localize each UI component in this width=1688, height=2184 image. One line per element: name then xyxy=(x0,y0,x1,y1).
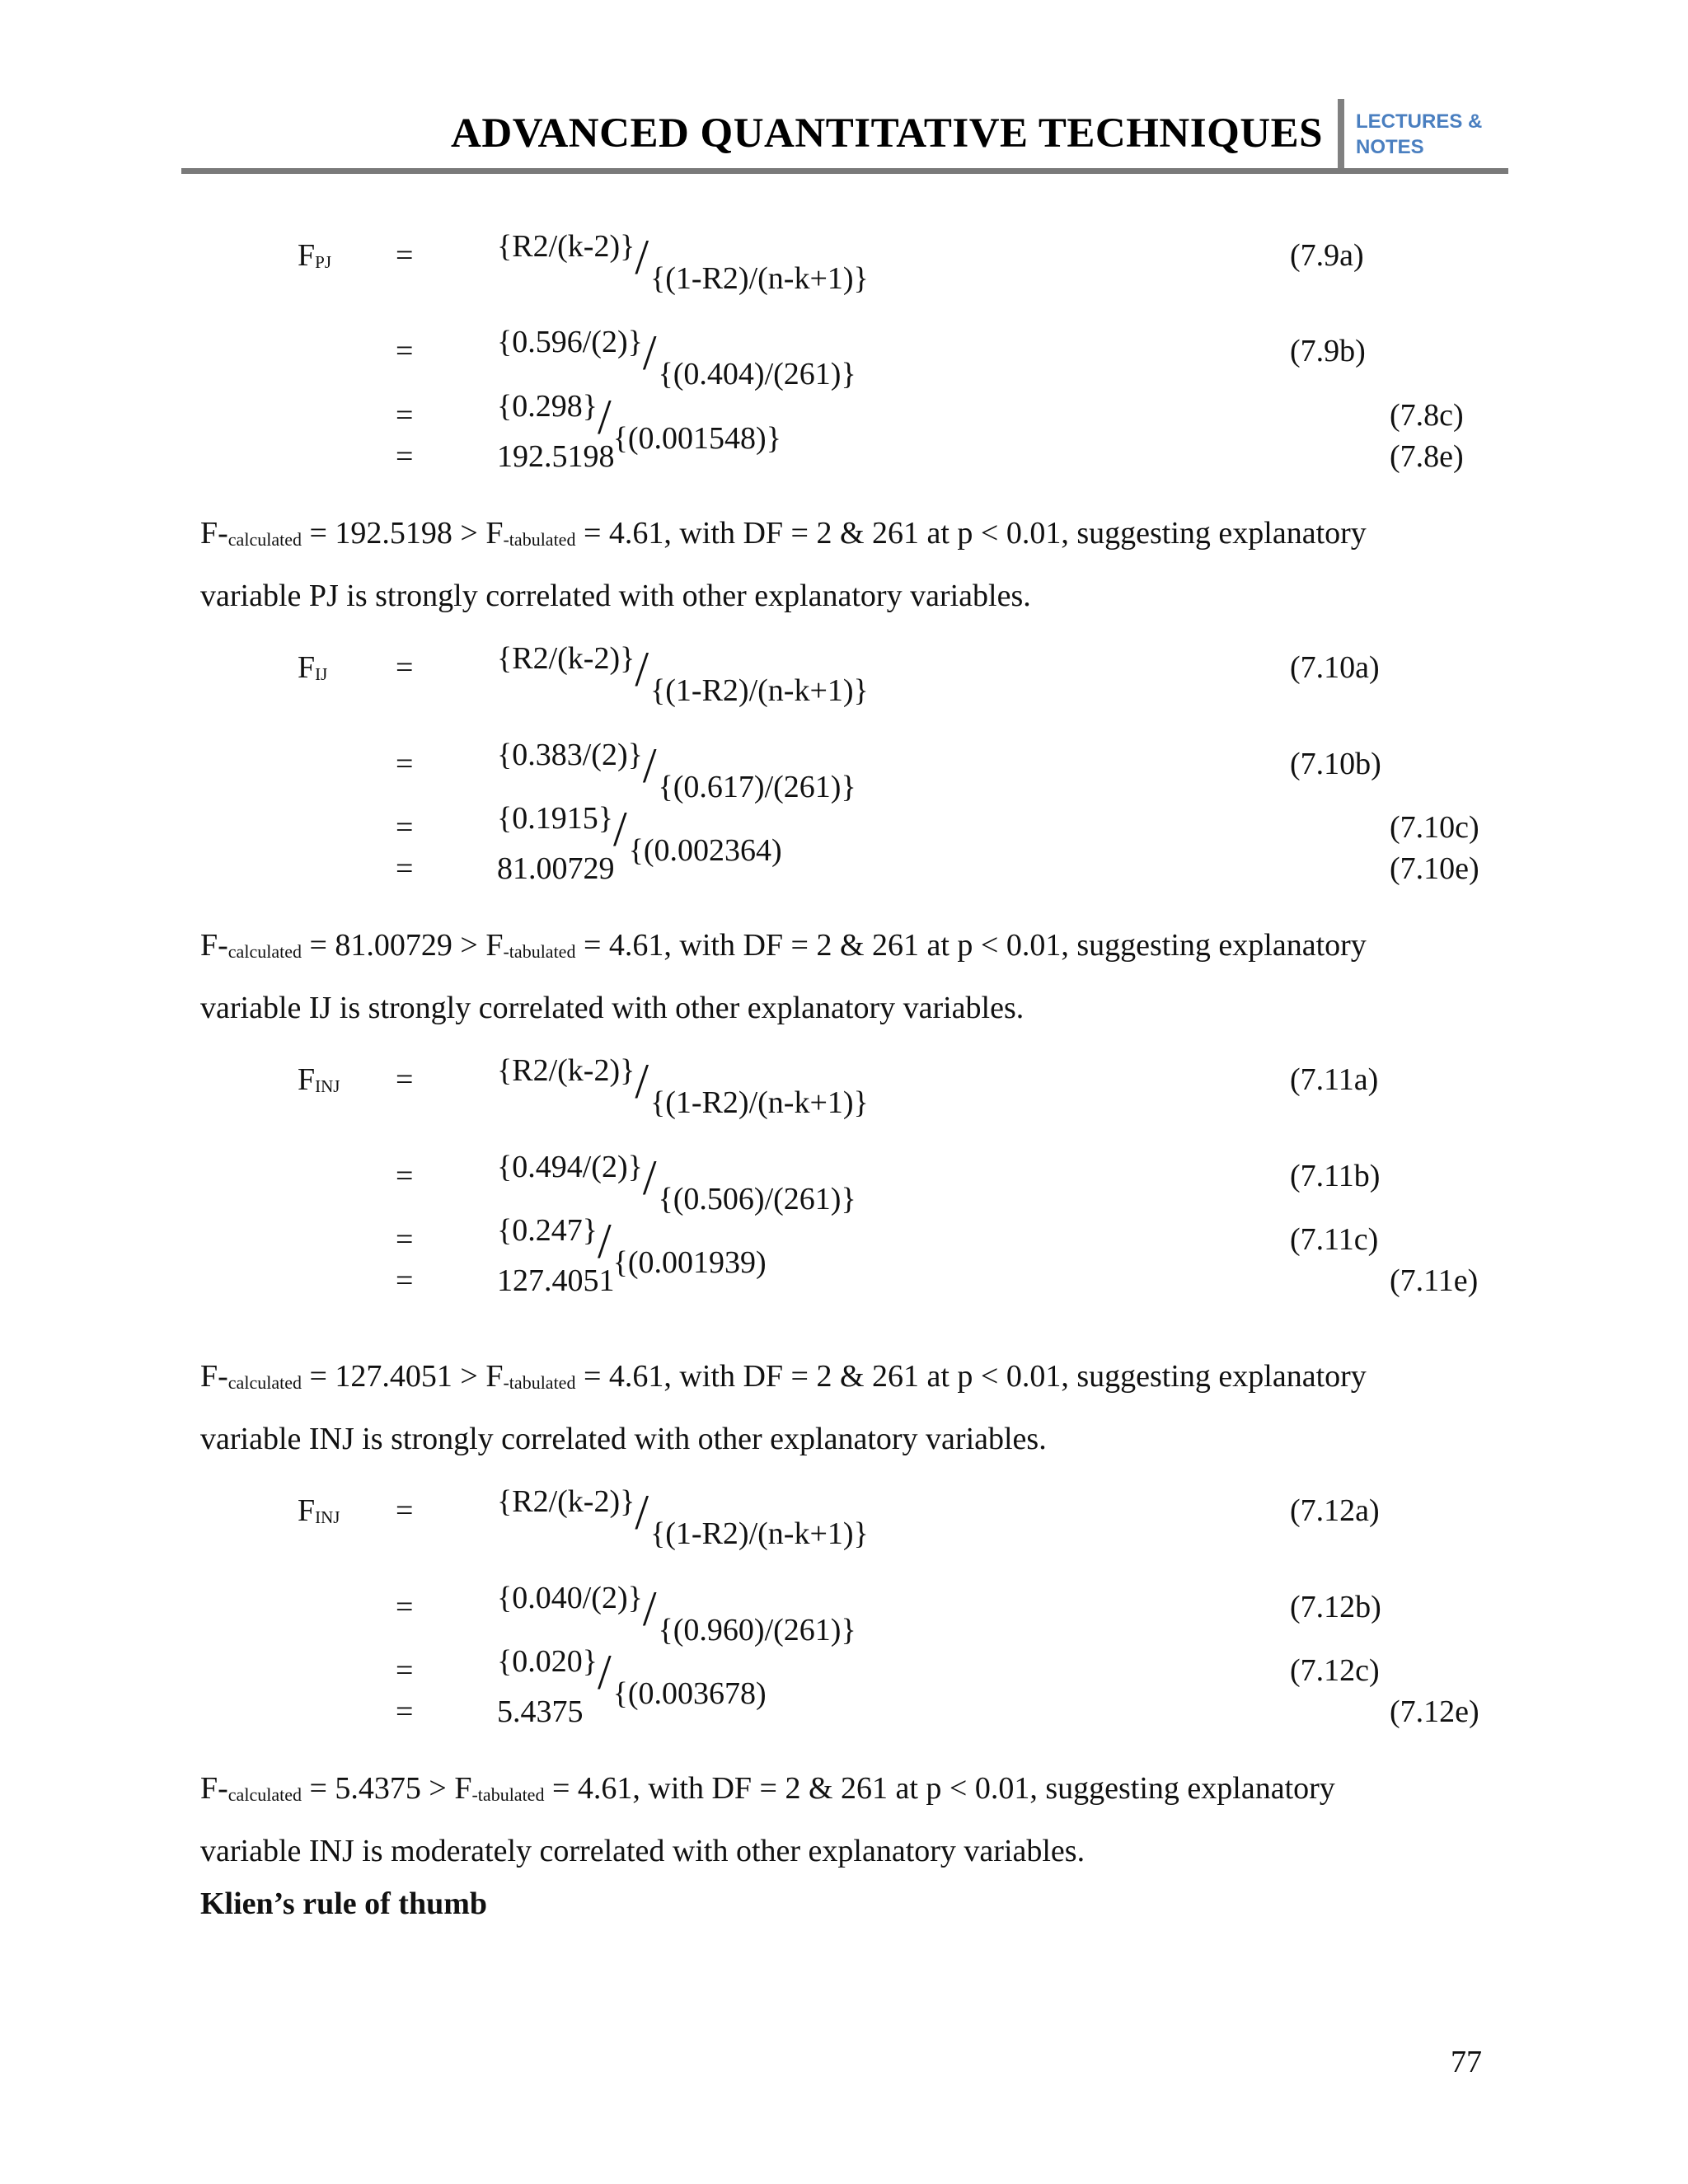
equation-number: (7.8c) xyxy=(1390,398,1464,433)
equation-lhs: $F_{INJ}$ xyxy=(298,1062,340,1097)
header-title: ADVANCED QUANTITATIVE TECHNIQUES xyxy=(451,110,1323,157)
paragraph-line: variable IJ is strongly correlated with other explanatory variables. xyxy=(200,991,1025,1025)
header-divider xyxy=(1338,99,1344,168)
fraction-denominator: {(0.960)/(261)} xyxy=(658,1613,856,1647)
conclusion-paragraph xyxy=(200,1760,1488,1880)
conclusion-paragraph xyxy=(200,505,1488,625)
fraction-numerator: {0.020} xyxy=(497,1644,598,1679)
equals-sign: = xyxy=(396,238,414,273)
fraction: {0.298}/{(0.001548)} xyxy=(497,389,781,456)
fraction-denominator: {(0.003678) xyxy=(612,1676,767,1711)
fraction: {0.494/(2)}/{(0.506)/(261)} xyxy=(497,1150,856,1216)
equals-sign: = xyxy=(396,1590,414,1624)
equals-sign: = xyxy=(396,1493,414,1528)
fraction: {R2/(k-2)}/{(1-R2)/(n-k+1)} xyxy=(497,1053,869,1120)
equation-result: 81.00729 xyxy=(497,851,615,886)
fraction-denominator: {(0.002364) xyxy=(628,833,782,868)
paragraph-line: variable INJ is moderately correlated with other explanatory variables. xyxy=(200,1834,1085,1868)
equals-sign: = xyxy=(396,1159,414,1193)
fraction: {0.383/(2)}/{(0.617)/(261)} xyxy=(497,738,856,804)
fraction: {R2/(k-2)}/{(1-R2)/(n-k+1)} xyxy=(497,1484,869,1551)
header-badge-line1: LECTURES & xyxy=(1356,110,1483,133)
equals-sign: = xyxy=(396,747,414,781)
fraction-numerator: {0.1915} xyxy=(497,801,613,836)
fraction-numerator: {0.247} xyxy=(497,1213,598,1248)
fraction: {R2/(k-2)}/{(1-R2)/(n-k+1)} xyxy=(497,229,869,296)
equation-number: (7.12b) xyxy=(1290,1590,1381,1624)
fraction-numerator: {0.494/(2)} xyxy=(497,1150,643,1184)
equals-sign: = xyxy=(396,1694,414,1729)
fraction-denominator: {(1-R2)/(n-k+1)} xyxy=(650,673,869,708)
paragraph-line: variable PJ is strongly correlated with other explanatory variables. xyxy=(200,579,1031,613)
equation-lhs: $F_{IJ}$ xyxy=(298,650,328,685)
equation-number: (7.10e) xyxy=(1390,851,1479,886)
equation-number: (7.10a) xyxy=(1290,650,1380,685)
equals-sign: = xyxy=(396,334,414,368)
fraction-denominator: {(1-R2)/(n-k+1)} xyxy=(650,1085,869,1120)
fraction-denominator: {(0.506)/(261)} xyxy=(658,1182,856,1216)
header-badge xyxy=(1356,109,1482,160)
header-rule xyxy=(181,168,1508,174)
equation-number: (7.11b) xyxy=(1290,1159,1381,1193)
conclusion-paragraph xyxy=(200,917,1488,1037)
fraction-numerator: {R2/(k-2)} xyxy=(497,229,635,264)
fraction: {0.1915}/{(0.002364) xyxy=(497,801,782,868)
equals-sign: = xyxy=(396,398,414,433)
fraction-denominator: {(1-R2)/(n-k+1)} xyxy=(650,261,869,296)
equation-lhs-subscript: INJ xyxy=(315,1507,340,1527)
paragraph-line: $F-_{calculated} = 192.5198 > F_{-tabulated} = 4.61$, with DF = 2 & 261 at p < 0.01, suggesting explanatory xyxy=(200,516,1367,551)
equals-sign: = xyxy=(396,1062,414,1097)
equals-sign: = xyxy=(396,1653,414,1688)
equation-lhs-subscript: INJ xyxy=(315,1076,340,1096)
paragraph-line: variable INJ is strongly correlated with other explanatory variables. xyxy=(200,1422,1047,1456)
fraction: {0.040/(2)}/{(0.960)/(261)} xyxy=(497,1581,856,1647)
equation-number: (7.11c) xyxy=(1290,1222,1379,1257)
equation-result: 192.5198 xyxy=(497,439,615,474)
equation-number: (7.8e) xyxy=(1390,439,1464,474)
paragraph-line: $F-_{calculated} = 127.4051 > F_{-tabulated} = 4.61$, with DF = 2 & 261 at p < 0.01, suggesting explanatory xyxy=(200,1359,1367,1394)
fraction-numerator: {0.383/(2)} xyxy=(497,738,643,772)
equation-lhs-subscript: IJ xyxy=(315,664,328,684)
fraction-denominator: {(0.001548)} xyxy=(612,421,781,456)
equals-sign: = xyxy=(396,1222,414,1257)
equation-number: (7.12c) xyxy=(1290,1653,1380,1688)
equation-number: (7.11e) xyxy=(1390,1263,1479,1298)
fraction-numerator: {0.596/(2)} xyxy=(497,325,643,359)
fraction-denominator: {(0.404)/(261)} xyxy=(658,357,856,391)
equals-sign: = xyxy=(396,1263,414,1298)
conclusion-paragraph xyxy=(200,1348,1488,1468)
header-badge-line2: NOTES xyxy=(1356,136,1424,158)
fraction-denominator: {(1-R2)/(n-k+1)} xyxy=(650,1516,869,1551)
equation-lhs: $F_{INJ}$ xyxy=(298,1493,340,1528)
fraction: {0.596/(2)}/{(0.404)/(261)} xyxy=(497,325,856,391)
equation-number: (7.11a) xyxy=(1290,1062,1379,1097)
fraction-numerator: {R2/(k-2)} xyxy=(497,1053,635,1088)
paragraph-line: $F-_{calculated} = 81.00729 > F_{-tabulated} = 4.61$, with DF = 2 & 261 at p < 0.01, suggesting explanatory xyxy=(200,928,1367,963)
equation-number: (7.9a) xyxy=(1290,238,1364,273)
fraction: {0.247}/{(0.001939) xyxy=(497,1213,767,1280)
equation-result: 5.4375 xyxy=(497,1694,584,1729)
equation-number: (7.9b) xyxy=(1290,334,1366,368)
equals-sign: = xyxy=(396,439,414,474)
equals-sign: = xyxy=(396,650,414,685)
equation-number: (7.12e) xyxy=(1390,1694,1479,1729)
page-number: 77 xyxy=(1451,2045,1482,2079)
equals-sign: = xyxy=(396,810,414,845)
fraction-denominator: {(0.001939) xyxy=(612,1245,767,1280)
paragraph-line: $F-_{calculated} = 5.4375 > F_{-tabulated} = 4.61$, with DF = 2 & 261 at p < 0.01, suggesting explanatory xyxy=(200,1771,1335,1806)
equation-number: (7.10b) xyxy=(1290,747,1381,781)
fraction-numerator: {R2/(k-2)} xyxy=(497,1484,635,1519)
fraction-denominator: {(0.617)/(261)} xyxy=(658,770,856,804)
equation-lhs: $F_{PJ}$ xyxy=(298,238,331,273)
equation-result: 127.4051 xyxy=(497,1263,615,1298)
fraction-numerator: {0.040/(2)} xyxy=(497,1581,643,1615)
fraction-numerator: {0.298} xyxy=(497,389,598,424)
fraction: {R2/(k-2)}/{(1-R2)/(n-k+1)} xyxy=(497,641,869,708)
fraction: {0.020}/{(0.003678) xyxy=(497,1644,767,1711)
equation-number: (7.12a) xyxy=(1290,1493,1380,1528)
section-heading: Klien’s rule of thumb xyxy=(200,1886,487,1921)
equation-number: (7.10c) xyxy=(1390,810,1479,845)
fraction-numerator: {R2/(k-2)} xyxy=(497,641,635,676)
equation-lhs-subscript: PJ xyxy=(315,252,331,272)
equals-sign: = xyxy=(396,851,414,886)
